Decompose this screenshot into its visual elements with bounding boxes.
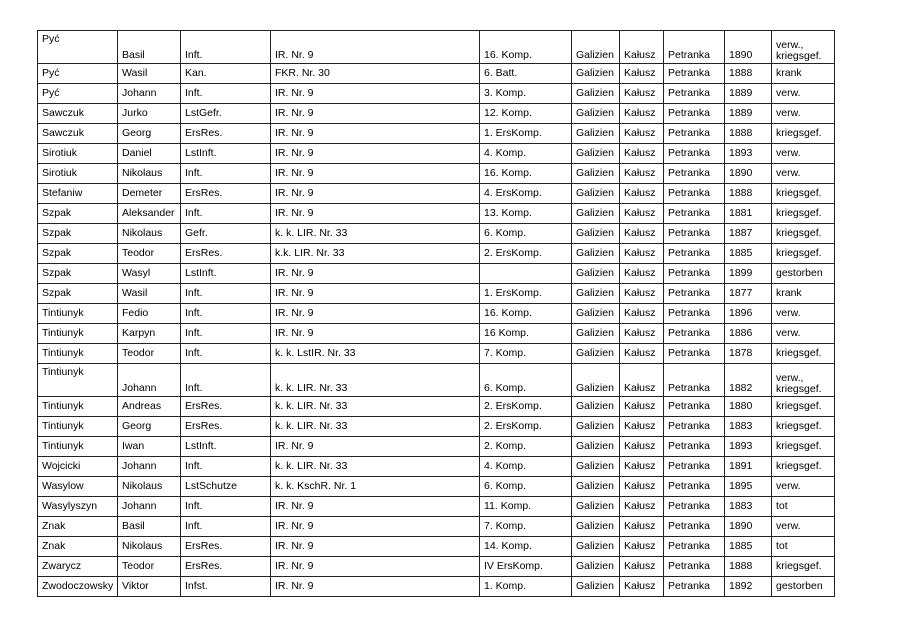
birth-year-cell: 1889 bbox=[725, 104, 772, 124]
district-cell: Kałusz bbox=[620, 284, 664, 304]
given-name-cell: Wasyl bbox=[118, 264, 181, 284]
surname-cell: Tintiunyk bbox=[38, 397, 118, 417]
rank-cell: Gefr. bbox=[181, 224, 271, 244]
rank-cell: LstSchutze bbox=[181, 477, 271, 497]
rank-cell: Inft. bbox=[181, 517, 271, 537]
table-row bbox=[38, 364, 835, 397]
birth-year-cell: 1890 bbox=[725, 517, 772, 537]
crown-land-cell: Galizien bbox=[572, 264, 620, 284]
company-cell: 11. Komp. bbox=[480, 497, 572, 517]
district-cell: Kałusz bbox=[620, 557, 664, 577]
surname-cell: Wojcicki bbox=[38, 457, 118, 477]
district-cell: Kałusz bbox=[620, 304, 664, 324]
rank-cell: Inft. bbox=[181, 344, 271, 364]
status-cell: tot bbox=[772, 497, 835, 517]
surname-cell: Szpak bbox=[38, 284, 118, 304]
surname-cell: Sirotiuk bbox=[38, 164, 118, 184]
unit-cell: IR. Nr. 9 bbox=[271, 437, 480, 457]
given-name-cell: Fedio bbox=[118, 304, 181, 324]
rank-cell: ErsRes. bbox=[181, 184, 271, 204]
given-name-cell: Georg bbox=[118, 417, 181, 437]
unit-cell: IR. Nr. 9 bbox=[271, 577, 480, 597]
rank-cell: Inft. bbox=[181, 457, 271, 477]
crown-land-cell: Galizien bbox=[572, 364, 620, 397]
place-cell: Petranka bbox=[664, 517, 725, 537]
table-row bbox=[38, 244, 835, 264]
rank-cell: Inft. bbox=[181, 84, 271, 104]
table-row bbox=[38, 457, 835, 477]
place-cell: Petranka bbox=[664, 84, 725, 104]
unit-cell: k.k. LIR. Nr. 33 bbox=[271, 244, 480, 264]
birth-year-cell: 1893 bbox=[725, 144, 772, 164]
table-row bbox=[38, 557, 835, 577]
status-cell: verw. bbox=[772, 304, 835, 324]
surname-cell: Zwarycz bbox=[38, 557, 118, 577]
crown-land-cell: Galizien bbox=[572, 144, 620, 164]
status-cell: kriegsgef. bbox=[772, 557, 835, 577]
company-cell: 6. Batt. bbox=[480, 64, 572, 84]
birth-year-cell: 1889 bbox=[725, 84, 772, 104]
unit-cell: IR. Nr. 9 bbox=[271, 144, 480, 164]
birth-year-cell: 1887 bbox=[725, 224, 772, 244]
district-cell: Kałusz bbox=[620, 437, 664, 457]
district-cell: Kałusz bbox=[620, 417, 664, 437]
crown-land-cell: Galizien bbox=[572, 437, 620, 457]
surname-cell: Szpak bbox=[38, 224, 118, 244]
crown-land-cell: Galizien bbox=[572, 84, 620, 104]
rank-cell: ErsRes. bbox=[181, 537, 271, 557]
district-cell: Kałusz bbox=[620, 397, 664, 417]
unit-cell: IR. Nr. 9 bbox=[271, 84, 480, 104]
surname-cell: Szpak bbox=[38, 264, 118, 284]
rank-cell: ErsRes. bbox=[181, 557, 271, 577]
rank-cell: Inft. bbox=[181, 497, 271, 517]
unit-cell: k. k. LIR. Nr. 33 bbox=[271, 457, 480, 477]
unit-cell: k. k. LstIR. Nr. 33 bbox=[271, 344, 480, 364]
company-cell: 2. ErsKomp. bbox=[480, 397, 572, 417]
status-cell: kriegsgef. bbox=[772, 124, 835, 144]
unit-cell: k. k. LIR. Nr. 33 bbox=[271, 364, 480, 397]
place-cell: Petranka bbox=[664, 284, 725, 304]
table-row bbox=[38, 64, 835, 84]
birth-year-cell: 1891 bbox=[725, 457, 772, 477]
table-row bbox=[38, 124, 835, 144]
crown-land-cell: Galizien bbox=[572, 104, 620, 124]
unit-cell: IR. Nr. 9 bbox=[271, 104, 480, 124]
crown-land-cell: Galizien bbox=[572, 64, 620, 84]
given-name-cell: Teodor bbox=[118, 244, 181, 264]
crown-land-cell: Galizien bbox=[572, 244, 620, 264]
birth-year-cell: 1885 bbox=[725, 537, 772, 557]
place-cell: Petranka bbox=[664, 477, 725, 497]
birth-year-cell: 1883 bbox=[725, 417, 772, 437]
company-cell: IV ErsKomp. bbox=[480, 557, 572, 577]
given-name-cell: Johann bbox=[118, 497, 181, 517]
crown-land-cell: Galizien bbox=[572, 557, 620, 577]
company-cell: 4. Komp. bbox=[480, 144, 572, 164]
place-cell: Petranka bbox=[664, 557, 725, 577]
place-cell: Petranka bbox=[664, 324, 725, 344]
surname-cell: Pyć bbox=[38, 64, 118, 84]
crown-land-cell: Galizien bbox=[572, 537, 620, 557]
table-row bbox=[38, 164, 835, 184]
crown-land-cell: Galizien bbox=[572, 497, 620, 517]
table-row bbox=[38, 344, 835, 364]
place-cell: Petranka bbox=[664, 397, 725, 417]
rank-cell: ErsRes. bbox=[181, 417, 271, 437]
table-row bbox=[38, 397, 835, 417]
status-cell: verw. bbox=[772, 517, 835, 537]
table-row bbox=[38, 477, 835, 497]
birth-year-cell: 1890 bbox=[725, 31, 772, 64]
unit-cell: k. k. LIR. Nr. 33 bbox=[271, 397, 480, 417]
crown-land-cell: Galizien bbox=[572, 204, 620, 224]
unit-cell: IR. Nr. 9 bbox=[271, 284, 480, 304]
birth-year-cell: 1877 bbox=[725, 284, 772, 304]
birth-year-cell: 1882 bbox=[725, 364, 772, 397]
table-row bbox=[38, 204, 835, 224]
status-cell: verw., kriegsgef. bbox=[772, 31, 835, 64]
place-cell: Petranka bbox=[664, 417, 725, 437]
rank-cell: Inft. bbox=[181, 31, 271, 64]
company-cell: 1. Komp. bbox=[480, 577, 572, 597]
company-cell: 13. Komp. bbox=[480, 204, 572, 224]
rank-cell: ErsRes. bbox=[181, 244, 271, 264]
birth-year-cell: 1888 bbox=[725, 184, 772, 204]
company-cell: 4. Komp. bbox=[480, 457, 572, 477]
crown-land-cell: Galizien bbox=[572, 397, 620, 417]
birth-year-cell: 1883 bbox=[725, 497, 772, 517]
place-cell: Petranka bbox=[664, 31, 725, 64]
surname-cell: Tintiunyk bbox=[38, 364, 118, 397]
place-cell: Petranka bbox=[664, 364, 725, 397]
crown-land-cell: Galizien bbox=[572, 284, 620, 304]
company-cell: 3. Komp. bbox=[480, 84, 572, 104]
status-cell: krank bbox=[772, 284, 835, 304]
surname-cell: Tintiunyk bbox=[38, 417, 118, 437]
birth-year-cell: 1885 bbox=[725, 244, 772, 264]
surname-cell: Sawczuk bbox=[38, 124, 118, 144]
rank-cell: Inft. bbox=[181, 324, 271, 344]
district-cell: Kałusz bbox=[620, 324, 664, 344]
place-cell: Petranka bbox=[664, 144, 725, 164]
status-cell: kriegsgef. bbox=[772, 397, 835, 417]
unit-cell: IR. Nr. 9 bbox=[271, 204, 480, 224]
given-name-cell: Teodor bbox=[118, 557, 181, 577]
crown-land-cell: Galizien bbox=[572, 577, 620, 597]
unit-cell: IR. Nr. 9 bbox=[271, 184, 480, 204]
table-row bbox=[38, 264, 835, 284]
rank-cell: Infst. bbox=[181, 577, 271, 597]
district-cell: Kałusz bbox=[620, 497, 664, 517]
crown-land-cell: Galizien bbox=[572, 124, 620, 144]
status-cell: gestorben bbox=[772, 264, 835, 284]
surname-cell: Sirotiuk bbox=[38, 144, 118, 164]
company-cell: 1. ErsKomp. bbox=[480, 124, 572, 144]
crown-land-cell: Galizien bbox=[572, 344, 620, 364]
table-row bbox=[38, 31, 835, 64]
district-cell: Kałusz bbox=[620, 204, 664, 224]
birth-year-cell: 1893 bbox=[725, 437, 772, 457]
crown-land-cell: Galizien bbox=[572, 324, 620, 344]
given-name-cell: Johann bbox=[118, 364, 181, 397]
given-name-cell: Daniel bbox=[118, 144, 181, 164]
given-name-cell: Nikolaus bbox=[118, 164, 181, 184]
place-cell: Petranka bbox=[664, 344, 725, 364]
rank-cell: ErsRes. bbox=[181, 397, 271, 417]
surname-cell: Znak bbox=[38, 517, 118, 537]
unit-cell: IR. Nr. 9 bbox=[271, 557, 480, 577]
place-cell: Petranka bbox=[664, 304, 725, 324]
place-cell: Petranka bbox=[664, 244, 725, 264]
table-row bbox=[38, 284, 835, 304]
unit-cell: FKR. Nr. 30 bbox=[271, 64, 480, 84]
crown-land-cell: Galizien bbox=[572, 517, 620, 537]
crown-land-cell: Galizien bbox=[572, 31, 620, 64]
place-cell: Petranka bbox=[664, 577, 725, 597]
casualty-list-table bbox=[37, 30, 835, 597]
table-row bbox=[38, 497, 835, 517]
place-cell: Petranka bbox=[664, 437, 725, 457]
status-cell: verw., kriegsgef. bbox=[772, 364, 835, 397]
given-name-cell: Teodor bbox=[118, 344, 181, 364]
district-cell: Kałusz bbox=[620, 184, 664, 204]
place-cell: Petranka bbox=[664, 457, 725, 477]
table-row bbox=[38, 144, 835, 164]
crown-land-cell: Galizien bbox=[572, 304, 620, 324]
surname-cell: Szpak bbox=[38, 204, 118, 224]
surname-cell: Znak bbox=[38, 537, 118, 557]
unit-cell: IR. Nr. 9 bbox=[271, 537, 480, 557]
crown-land-cell: Galizien bbox=[572, 477, 620, 497]
surname-cell: Sawczuk bbox=[38, 104, 118, 124]
rank-cell: Inft. bbox=[181, 164, 271, 184]
crown-land-cell: Galizien bbox=[572, 164, 620, 184]
unit-cell: IR. Nr. 9 bbox=[271, 304, 480, 324]
company-cell: 7. Komp. bbox=[480, 517, 572, 537]
given-name-cell: Georg bbox=[118, 124, 181, 144]
given-name-cell: Nikolaus bbox=[118, 537, 181, 557]
district-cell: Kałusz bbox=[620, 124, 664, 144]
status-cell: verw. bbox=[772, 104, 835, 124]
rank-cell: Inft. bbox=[181, 364, 271, 397]
status-cell: kriegsgef. bbox=[772, 224, 835, 244]
unit-cell: k. k. LIR. Nr. 33 bbox=[271, 417, 480, 437]
company-cell: 14. Komp. bbox=[480, 537, 572, 557]
surname-cell: Wasylyszyn bbox=[38, 497, 118, 517]
company-cell: 4. ErsKomp. bbox=[480, 184, 572, 204]
table-row bbox=[38, 437, 835, 457]
status-cell: kriegsgef. bbox=[772, 204, 835, 224]
surname-cell: Stefaniw bbox=[38, 184, 118, 204]
status-cell: gestorben bbox=[772, 577, 835, 597]
given-name-cell: Viktor bbox=[118, 577, 181, 597]
status-cell: kriegsgef. bbox=[772, 417, 835, 437]
status-cell: verw. bbox=[772, 477, 835, 497]
status-cell: tot bbox=[772, 537, 835, 557]
given-name-cell: Wasil bbox=[118, 64, 181, 84]
birth-year-cell: 1896 bbox=[725, 304, 772, 324]
surname-cell: Pyć bbox=[38, 31, 118, 64]
company-cell: 16. Komp. bbox=[480, 31, 572, 64]
district-cell: Kałusz bbox=[620, 64, 664, 84]
district-cell: Kałusz bbox=[620, 364, 664, 397]
crown-land-cell: Galizien bbox=[572, 457, 620, 477]
table-row bbox=[38, 84, 835, 104]
company-cell: 16 Komp. bbox=[480, 324, 572, 344]
table-row bbox=[38, 184, 835, 204]
given-name-cell: Basil bbox=[118, 517, 181, 537]
birth-year-cell: 1895 bbox=[725, 477, 772, 497]
table-row bbox=[38, 304, 835, 324]
table-row bbox=[38, 577, 835, 597]
district-cell: Kałusz bbox=[620, 144, 664, 164]
district-cell: Kałusz bbox=[620, 224, 664, 244]
place-cell: Petranka bbox=[664, 264, 725, 284]
company-cell: 1. ErsKomp. bbox=[480, 284, 572, 304]
place-cell: Petranka bbox=[664, 204, 725, 224]
company-cell: 6. Komp. bbox=[480, 477, 572, 497]
birth-year-cell: 1899 bbox=[725, 264, 772, 284]
given-name-cell: Basil bbox=[118, 31, 181, 64]
unit-cell: k. k. KschR. Nr. 1 bbox=[271, 477, 480, 497]
surname-cell: Pyć bbox=[38, 84, 118, 104]
place-cell: Petranka bbox=[664, 64, 725, 84]
district-cell: Kałusz bbox=[620, 477, 664, 497]
place-cell: Petranka bbox=[664, 104, 725, 124]
company-cell: 6. Komp. bbox=[480, 224, 572, 244]
given-name-cell: Johann bbox=[118, 457, 181, 477]
status-cell: verw. bbox=[772, 84, 835, 104]
birth-year-cell: 1890 bbox=[725, 164, 772, 184]
status-cell: kriegsgef. bbox=[772, 244, 835, 264]
given-name-cell: Karpyn bbox=[118, 324, 181, 344]
district-cell: Kałusz bbox=[620, 164, 664, 184]
company-cell: 6. Komp. bbox=[480, 364, 572, 397]
given-name-cell: Demeter bbox=[118, 184, 181, 204]
birth-year-cell: 1881 bbox=[725, 204, 772, 224]
place-cell: Petranka bbox=[664, 184, 725, 204]
company-cell: 2. ErsKomp. bbox=[480, 244, 572, 264]
table-body bbox=[38, 31, 835, 597]
crown-land-cell: Galizien bbox=[572, 417, 620, 437]
district-cell: Kałusz bbox=[620, 244, 664, 264]
birth-year-cell: 1892 bbox=[725, 577, 772, 597]
district-cell: Kałusz bbox=[620, 577, 664, 597]
district-cell: Kałusz bbox=[620, 344, 664, 364]
table-row bbox=[38, 324, 835, 344]
table-row bbox=[38, 224, 835, 244]
status-cell: verw. bbox=[772, 164, 835, 184]
given-name-cell: Aleksander bbox=[118, 204, 181, 224]
birth-year-cell: 1888 bbox=[725, 124, 772, 144]
unit-cell: IR. Nr. 9 bbox=[271, 517, 480, 537]
rank-cell: ErsRes. bbox=[181, 124, 271, 144]
place-cell: Petranka bbox=[664, 537, 725, 557]
rank-cell: LstInft. bbox=[181, 264, 271, 284]
status-cell: krank bbox=[772, 64, 835, 84]
rank-cell: Kan. bbox=[181, 64, 271, 84]
surname-cell: Szpak bbox=[38, 244, 118, 264]
status-cell: kriegsgef. bbox=[772, 344, 835, 364]
unit-cell: IR. Nr. 9 bbox=[271, 264, 480, 284]
place-cell: Petranka bbox=[664, 497, 725, 517]
company-cell: 2. Komp. bbox=[480, 437, 572, 457]
place-cell: Petranka bbox=[664, 224, 725, 244]
district-cell: Kałusz bbox=[620, 264, 664, 284]
district-cell: Kałusz bbox=[620, 31, 664, 64]
company-cell: 16. Komp. bbox=[480, 304, 572, 324]
surname-cell: Wasylow bbox=[38, 477, 118, 497]
rank-cell: Inft. bbox=[181, 304, 271, 324]
surname-cell: Zwodoczowsky bbox=[38, 577, 118, 597]
crown-land-cell: Galizien bbox=[572, 224, 620, 244]
company-cell: 16. Komp. bbox=[480, 164, 572, 184]
company-cell bbox=[480, 264, 572, 284]
unit-cell: IR. Nr. 9 bbox=[271, 324, 480, 344]
district-cell: Kałusz bbox=[620, 537, 664, 557]
birth-year-cell: 1886 bbox=[725, 324, 772, 344]
rank-cell: LstInft. bbox=[181, 144, 271, 164]
company-cell: 7. Komp. bbox=[480, 344, 572, 364]
status-cell: kriegsgef. bbox=[772, 437, 835, 457]
table-row bbox=[38, 417, 835, 437]
table-row bbox=[38, 104, 835, 124]
unit-cell: IR. Nr. 9 bbox=[271, 31, 480, 64]
company-cell: 12. Komp. bbox=[480, 104, 572, 124]
district-cell: Kałusz bbox=[620, 517, 664, 537]
surname-cell: Tintiunyk bbox=[38, 304, 118, 324]
rank-cell: Inft. bbox=[181, 204, 271, 224]
table-row bbox=[38, 537, 835, 557]
surname-cell: Tintiunyk bbox=[38, 437, 118, 457]
unit-cell: IR. Nr. 9 bbox=[271, 164, 480, 184]
status-cell: kriegsgef. bbox=[772, 184, 835, 204]
given-name-cell: Jurko bbox=[118, 104, 181, 124]
given-name-cell: Wasil bbox=[118, 284, 181, 304]
unit-cell: IR. Nr. 9 bbox=[271, 497, 480, 517]
birth-year-cell: 1878 bbox=[725, 344, 772, 364]
place-cell: Petranka bbox=[664, 164, 725, 184]
rank-cell: Inft. bbox=[181, 284, 271, 304]
place-cell: Petranka bbox=[664, 124, 725, 144]
given-name-cell: Iwan bbox=[118, 437, 181, 457]
birth-year-cell: 1880 bbox=[725, 397, 772, 417]
crown-land-cell: Galizien bbox=[572, 184, 620, 204]
surname-cell: Tintiunyk bbox=[38, 344, 118, 364]
status-cell: verw. bbox=[772, 144, 835, 164]
unit-cell: k. k. LIR. Nr. 33 bbox=[271, 224, 480, 244]
given-name-cell: Nikolaus bbox=[118, 224, 181, 244]
status-cell: kriegsgef. bbox=[772, 457, 835, 477]
district-cell: Kałusz bbox=[620, 457, 664, 477]
company-cell: 2. ErsKomp. bbox=[480, 417, 572, 437]
given-name-cell: Nikolaus bbox=[118, 477, 181, 497]
unit-cell: IR. Nr. 9 bbox=[271, 124, 480, 144]
surname-cell: Tintiunyk bbox=[38, 324, 118, 344]
birth-year-cell: 1888 bbox=[725, 557, 772, 577]
status-cell: verw. bbox=[772, 324, 835, 344]
table-row bbox=[38, 517, 835, 537]
district-cell: Kałusz bbox=[620, 84, 664, 104]
rank-cell: LstInft. bbox=[181, 437, 271, 457]
district-cell: Kałusz bbox=[620, 104, 664, 124]
given-name-cell: Johann bbox=[118, 84, 181, 104]
given-name-cell: Andreas bbox=[118, 397, 181, 417]
rank-cell: LstGefr. bbox=[181, 104, 271, 124]
birth-year-cell: 1888 bbox=[725, 64, 772, 84]
